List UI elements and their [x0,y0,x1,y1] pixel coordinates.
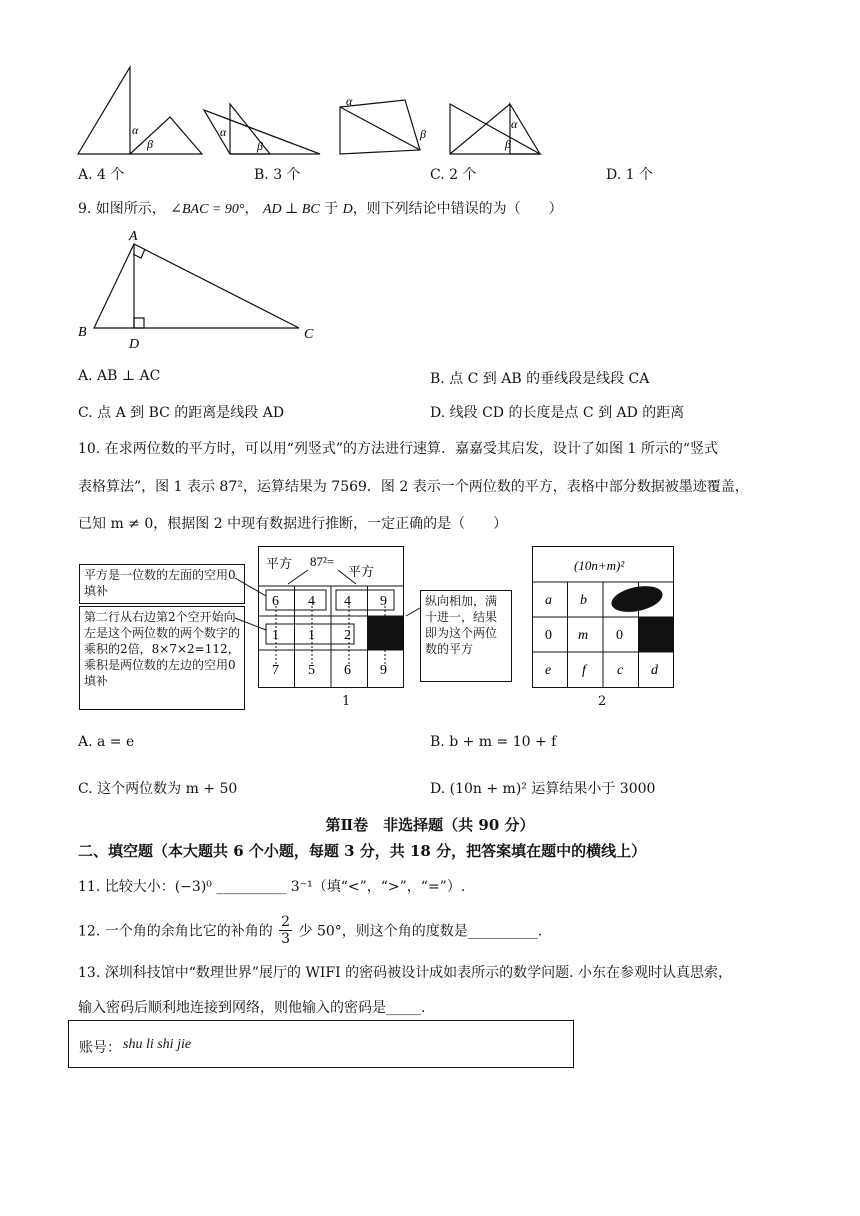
fig2-r2-c1: 0 [545,628,552,643]
fig1-r3-c1: 7 [272,663,279,678]
fig1-callout-right: 纵向相加，满十进一，结果即为这个两位数的平方 [420,590,512,682]
q9-stem: 9. 如图所示， ∠BAC = 90°， AD ⊥ BC 于 D，则下列结论中错误的为（ ） [78,201,563,217]
q9-triangle-figure [74,226,334,352]
fig2-r3-c2: f [582,663,586,678]
fig2-r3-c1: e [545,663,552,678]
q10-option-a: A. a = e [78,734,135,750]
q10-line-1: 10. 在求两位数的平方时，可以用“列竖式”的方法进行速算．嘉嘉受其启发，设计了如图 1 所示的“竖式 [78,441,718,457]
q9-perp: AD ⊥ BC [262,202,320,217]
alpha-label-a: α [132,123,139,137]
fig2-r3-c4: d [651,663,658,678]
fig1-r3-c4: 9 [380,663,387,678]
section-heading: 二、填空题（本大题共 6 个小题，每题 3 分，共 18 分，把答案填在题中的横线上） [78,842,647,860]
q9-option-a: A. AB ⊥ AC [78,368,161,384]
q12 [78,914,542,954]
section-title: 第Ⅱ卷 非选择题（共 90 分） [325,816,535,834]
fig2-r2-c3: 0 [616,628,623,643]
q13-line-1: 13. 深圳科技馆中“数理世界”展厅的 WIFI 的密码被设计成如表所示的数学问题. 小东在参观时认真思索， [78,965,732,981]
q9-angle: ∠BAC = 90° [170,202,245,217]
fig1-header-expr: 87²= [310,554,335,569]
fig1-r2-c2: 1 [308,628,315,643]
vertex-c-label: C [304,327,314,342]
fig1-r3-c2: 5 [308,663,315,678]
q9-d: D [342,202,353,217]
q9-option-c: C. 点 A 到 BC 的距离是线段 AD [78,405,285,421]
fig1-r1-c1: 6 [272,594,279,609]
fig1-r2-c3: 2 [344,628,351,643]
q12-post: 少 50°，则这个角的度数是__________. [298,923,543,940]
q12-numerator: 2 [281,914,291,930]
q10-option-b: B. b + m = 10 + f [430,734,557,750]
vertex-a-label: A [129,229,138,244]
fig2-r1-c1: a [545,593,552,608]
q12-pre: 12. 一个角的余角比它的补角的 [78,923,273,940]
foot-d-label: D [129,337,140,352]
q13-line-2: 输入密码后顺利地连接到网络，则他输入的密码是_____. [78,1000,426,1016]
q10-option-d: D. (10n + m)² 运算结果小于 3000 [430,781,656,797]
q13-account-value: shu li shi jie [123,1037,192,1052]
q8-option-d: D. 1 个 [606,167,653,183]
q10-option-c: C. 这个两位数为 m + 50 [78,781,238,797]
q9-stem-mid: 于 [324,201,339,217]
fig1-r1-c2: 4 [308,594,315,609]
q10-line-2: 表格算法”，图 1 表示 87²，运算结果为 7569．图 2 表示一个两位数的平方，表格中部分数据被墨迹覆盖， [78,479,749,495]
q9-stem-pre: 9. 如图所示， [78,201,166,217]
fig2-r1-c2: b [580,593,587,608]
fig2-r2-c2: m [578,628,589,643]
fig1-header-left: 平方 [266,556,293,571]
fig1-callout-left-top: 平方是一位数的左面的空用0填补 [79,564,245,604]
fig1-header-right: 平方 [348,564,375,579]
alpha-label-c: α [346,94,353,108]
beta-label-a: β [147,137,153,151]
fig1-connectors [234,568,424,668]
q10-line-3: 已知 m ≠ 0，根据图 2 中现有数据进行推断，一定正确的是（ ） [78,516,508,532]
vertex-b-label: B [78,325,87,340]
q8-option-c: C. 2 个 [430,167,477,183]
alpha-label-d: α [511,117,518,131]
fig2-r3-c3: c [617,663,624,678]
fig1-r1-c4: 9 [380,594,387,609]
fig1-r3-c3: 6 [344,663,351,678]
q8-option-b: B. 3 个 [254,167,301,183]
q8-figures [70,62,550,158]
q13-wifi-box [68,1020,574,1068]
fig1-caption: 1 [342,694,351,709]
fig2-header: (10n+m)² [574,558,625,573]
q9-option-b: B. 点 C 到 AB 的垂线段是线段 CA [430,371,650,387]
q11-text: 11. 比较大小：(−3)⁰ __________ 3⁻¹（填“<”，“>”，“=”）. [78,879,466,895]
q8-option-a: A. 4 个 [78,167,125,183]
q12-denominator: 3 [281,931,291,947]
beta-label-d: β [505,137,511,151]
q13-account-label: 账号： [79,1040,121,1056]
q12-fraction [279,914,292,947]
fig2-caption: 2 [598,694,607,709]
q9-option-d: D. 线段 CD 的长度是点 C 到 AD 的距离 [430,405,685,421]
fig1-r1-c3: 4 [344,594,351,609]
beta-label-c: β [420,127,426,141]
fig1-callout-left-bottom: 第二行从右边第2个空开始向左是这个两位数的两个数字的乘积的2倍，8×7×2=112，乘积是两位数的左边的空用0填补 [79,606,245,710]
beta-label-b: β [257,139,263,153]
fig1-r2-c1: 1 [272,628,279,643]
q9-stem-post: ，则下列结论中错误的为（ ） [352,201,563,217]
fig2-table [532,546,674,688]
alpha-label-b: α [220,125,227,139]
